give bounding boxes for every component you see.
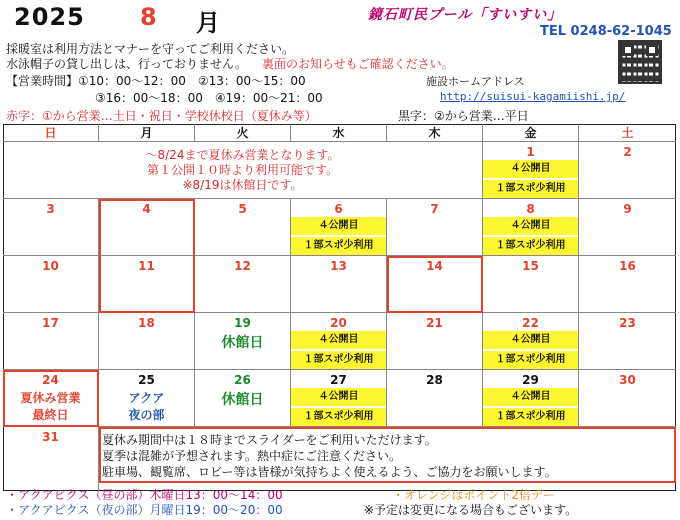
day-cell-23[interactable]	[579, 313, 676, 370]
day-number: 23	[619, 316, 636, 330]
day-number: 26	[234, 373, 251, 387]
phone-number: TEL 0248-62-1045	[540, 24, 672, 39]
day-cell-2[interactable]	[579, 142, 676, 199]
weekday-wed: 水	[291, 124, 387, 142]
weekday-sun: 日	[3, 124, 99, 142]
day-number: 7	[430, 202, 439, 216]
weekday-tue: 火	[195, 124, 291, 142]
day-cell-28[interactable]	[387, 370, 483, 427]
summer-last-label: 夏休み営業	[20, 391, 81, 405]
homepage-label: 施設ホームアドレス	[426, 75, 525, 88]
month-suffix: 月	[196, 9, 220, 37]
four-open-badge: ４公開目	[291, 388, 386, 406]
sport-use-badge: １部スポ少利用	[291, 351, 386, 369]
day-number: 9	[623, 202, 632, 216]
aqua-label: アクア	[128, 391, 165, 405]
day-number: 30	[619, 373, 636, 387]
hours-line-2: ③16：00～18：00 ④19：00～21：00	[95, 91, 323, 105]
sport-use-badge: １部スポ少利用	[291, 237, 386, 255]
orange-legend: ・オレンジはポイント2倍デー	[392, 488, 556, 502]
sport-use-badge: １部スポ少利用	[483, 351, 578, 369]
notice-sauna: 採暖室は利用方法とマナーを守ってご利用ください。	[6, 42, 295, 56]
day-number: 28	[426, 373, 443, 387]
day-cell-15[interactable]	[483, 256, 579, 313]
day-number: 5	[238, 202, 247, 216]
day-cell-9[interactable]	[579, 199, 676, 256]
summer-notice	[5, 148, 480, 193]
summer-notice-line: ※8/19は休館日です。	[182, 178, 303, 192]
day-number: 27	[330, 373, 347, 387]
schedule-change-note: ※予定は変更になる場合もございます。	[364, 503, 578, 517]
day-cell-6[interactable]	[291, 199, 387, 256]
four-open-badge: ４公開目	[483, 331, 578, 349]
notice-reverse: 裏面のお知らせもご確認ください。	[262, 57, 454, 71]
day-number: 24	[42, 373, 59, 387]
day-number: 17	[42, 316, 59, 330]
day-cell-22[interactable]	[483, 313, 579, 370]
day-cell-13[interactable]	[291, 256, 387, 313]
day-number: 3	[46, 202, 55, 216]
day-number: 29	[522, 373, 539, 387]
closed-label: 休館日	[221, 392, 264, 408]
day-cell-8[interactable]	[483, 199, 579, 256]
info-line: 夏季は混雑が予想されます。熱中症にご注意ください。	[102, 449, 402, 463]
day-cell-30[interactable]	[579, 370, 676, 427]
summer-last-label-2: 最終日	[32, 408, 69, 422]
weekday-thu: 木	[387, 124, 483, 142]
sport-use-badge: １部スポ少利用	[291, 408, 386, 426]
day-cell-10[interactable]	[3, 256, 99, 313]
day-number: 31	[42, 430, 59, 444]
day-number: 25	[138, 373, 155, 387]
day-number: 2	[623, 145, 632, 159]
notice-cap: 水泳帽子の貸し出しは、行っておりません。	[6, 57, 247, 71]
facility-name: 鏡石町民プール「すいすい」	[368, 7, 563, 23]
day-number: 21	[426, 316, 443, 330]
info-line: 夏休み期間中は１８時までスライダーをご利用いただけます。	[102, 433, 437, 447]
info-line: 駐車場、観覧席、ロビー等は皆様が気持ちよく使えるよう、ご協力をお願いします。	[102, 465, 557, 479]
day-cell-18[interactable]	[99, 313, 195, 370]
points-double-day-24	[3, 370, 99, 427]
day-number: 11	[138, 259, 155, 273]
day-number: 18	[138, 316, 155, 330]
night-label: 夜の部	[128, 408, 165, 422]
qr-code-icon[interactable]	[618, 40, 662, 84]
sport-use-badge: １部スポ少利用	[483, 408, 578, 426]
four-open-badge: ４公開目	[483, 160, 578, 178]
day-cell-31[interactable]	[3, 427, 99, 491]
summer-notice-line: 第１公開１０時より利用可能です。	[146, 163, 339, 177]
homepage-link[interactable]: http://suisui-kagamiishi.jp/	[440, 90, 626, 103]
weekday-fri: 金	[483, 124, 579, 142]
day-cell-1[interactable]	[483, 142, 579, 199]
summer-notice-line: ～8/24まで夏休み営業となります。	[145, 148, 340, 162]
day-cell-27[interactable]	[291, 370, 387, 427]
day-number: 16	[619, 259, 636, 273]
day-cell-3[interactable]	[3, 199, 99, 256]
day-number: 15	[522, 259, 539, 273]
sport-use-badge: １部スポ少利用	[483, 180, 578, 198]
day-cell-19[interactable]	[195, 313, 291, 370]
day-number: 1	[526, 145, 535, 159]
sport-use-badge: １部スポ少利用	[483, 237, 578, 255]
day-cell-5[interactable]	[195, 199, 291, 256]
day-cell-7[interactable]	[387, 199, 483, 256]
four-open-badge: ４公開目	[291, 217, 386, 235]
day-number: 19	[234, 316, 251, 330]
day-number: 4	[142, 202, 151, 216]
four-open-badge: ４公開目	[483, 217, 578, 235]
weekday-sat: 土	[579, 124, 676, 142]
day-cell-25[interactable]	[99, 370, 195, 427]
day-cell-26[interactable]	[195, 370, 291, 427]
day-cell-21[interactable]	[387, 313, 483, 370]
red-legend: 赤字：①から営業…土日・祝日・学校休校日（夏休み等）	[6, 109, 317, 123]
four-open-badge: ４公開目	[483, 388, 578, 406]
points-double-day-4-11	[99, 199, 195, 313]
day-number: 10	[42, 259, 59, 273]
day-number: 20	[330, 316, 347, 330]
day-cell-17[interactable]	[3, 313, 99, 370]
day-cell-20[interactable]	[291, 313, 387, 370]
aquabics-night: ・アクアビクス（夜の部）月曜日19：00～20：00	[6, 503, 283, 517]
day-cell-12[interactable]	[195, 256, 291, 313]
day-cell-16[interactable]	[579, 256, 676, 313]
aquabics-day: ・アクアビクス（昼の部）木曜日13：00～14：00	[6, 488, 283, 502]
info-message	[102, 432, 557, 480]
day-number: 14	[426, 259, 443, 273]
hours-line-1: 【営業時間】①10：00～12：00 ②13：00～15：00	[6, 74, 306, 88]
day-number: 12	[234, 259, 251, 273]
year: 2025	[14, 3, 85, 31]
four-open-badge: ４公開目	[291, 331, 386, 349]
day-number: 6	[334, 202, 343, 216]
closed-label: 休館日	[221, 335, 264, 351]
weekday-mon: 月	[99, 124, 195, 142]
day-number: 8	[526, 202, 535, 216]
day-cell-29[interactable]	[483, 370, 579, 427]
day-number: 13	[330, 259, 347, 273]
black-legend: 黒字：②から営業…平日	[398, 109, 529, 123]
day-number: 22	[522, 316, 539, 330]
points-double-day-14	[387, 256, 483, 313]
month-number: 8	[140, 3, 157, 31]
